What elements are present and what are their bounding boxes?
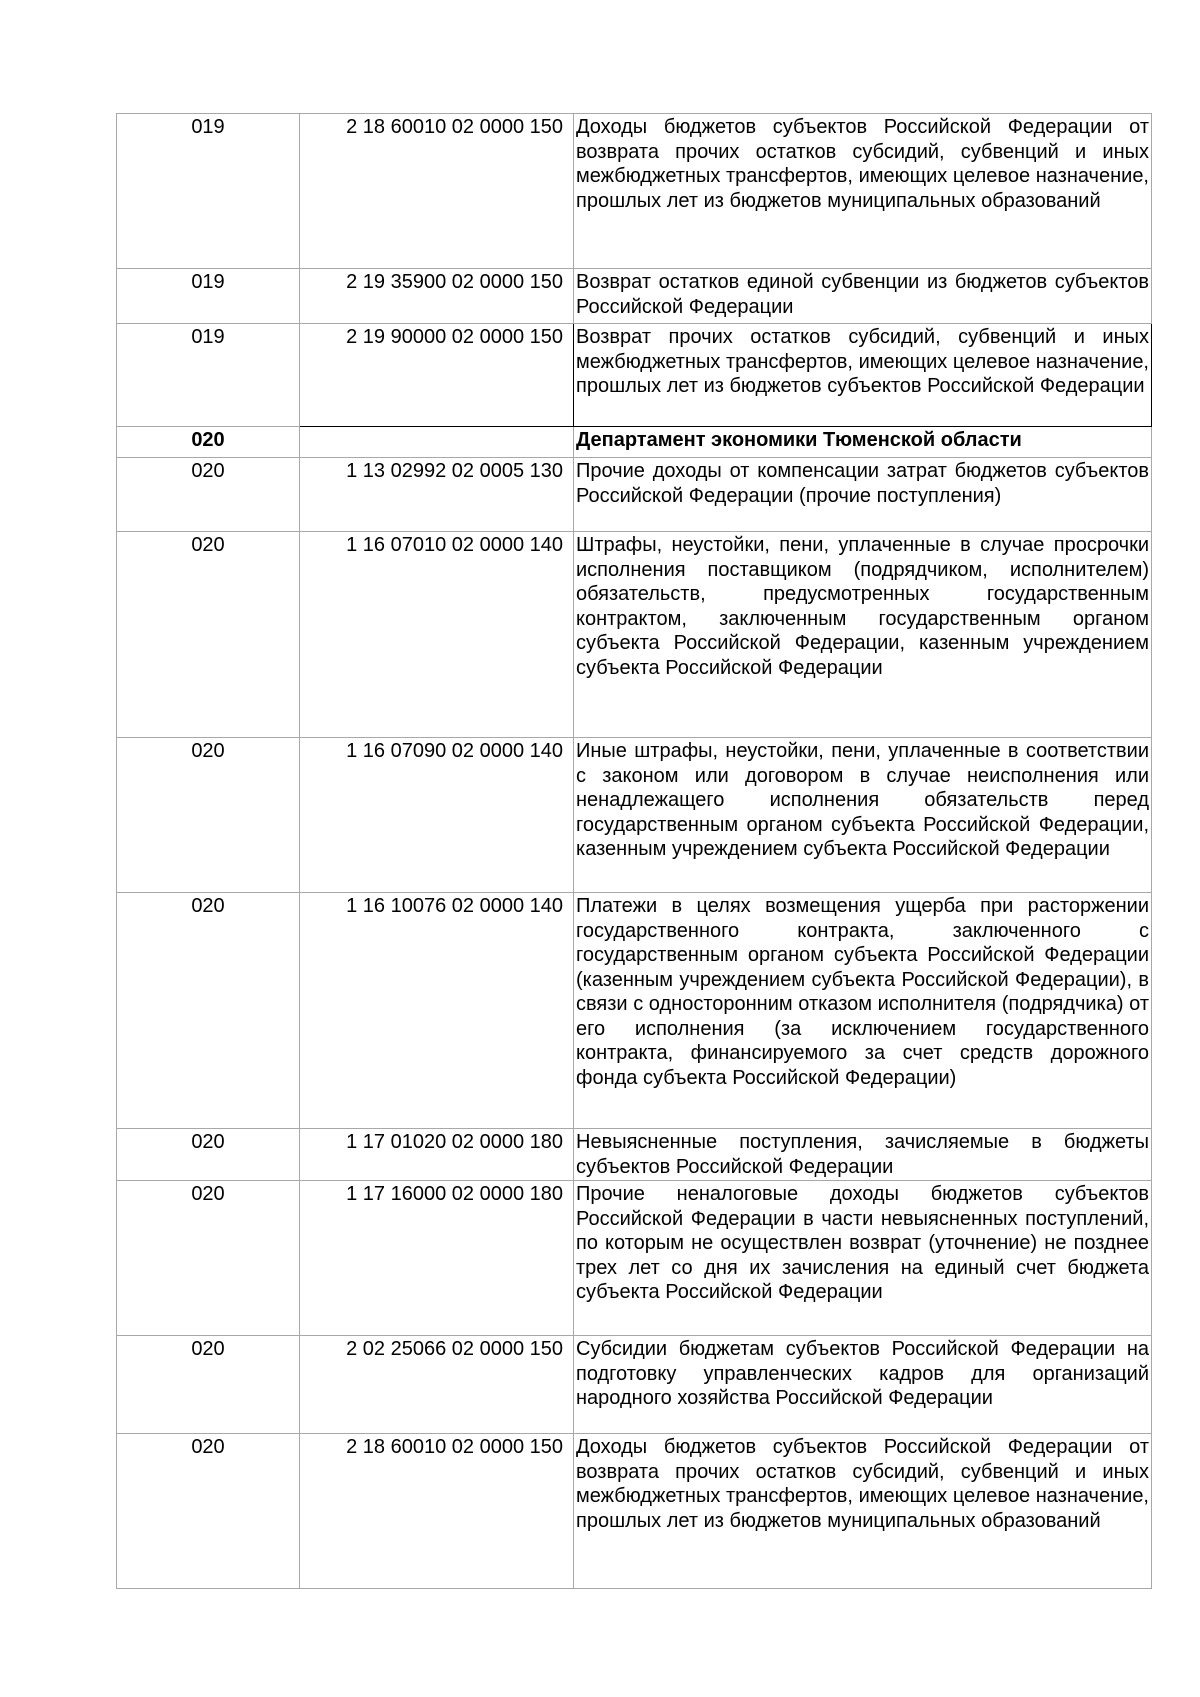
document-page: [116, 113, 1149, 1589]
table-row: [117, 458, 1152, 532]
admin-code-cell: 020: [117, 1181, 300, 1336]
revenue-name-cell: Возврат прочих остатков субсидий, субвенций и иных межбюджетных трансфертов, имеющих целевое назначение, прошлых лет из бюджетов субъектов Российской Федерации: [574, 324, 1152, 427]
revenue-name-cell: Субсидии бюджетам субъектов Российской Федерации на подготовку управленческих кадров для организаций народного хозяйства Российской Федерации: [574, 1336, 1152, 1434]
kbk-code-cell: 2 19 35900 02 0000 150: [300, 269, 574, 324]
kbk-code-cell: 1 13 02992 02 0005 130: [300, 458, 574, 532]
revenue-name-cell: Доходы бюджетов субъектов Российской Федерации от возврата прочих остатков субсидий, субвенций и иных межбюджетных трансфертов, имеющих целевое назначение, прошлых лет из бюджетов муниципальных образований: [574, 114, 1152, 269]
table-row: [117, 1181, 1152, 1336]
table-row: [117, 1336, 1152, 1434]
department-name-cell: Департамент экономики Тюменской области: [574, 427, 1152, 458]
revenue-name-cell: Невыясненные поступления, зачисляемые в бюджеты субъектов Российской Федерации: [574, 1129, 1152, 1181]
kbk-code-cell: 2 18 60010 02 0000 150: [300, 114, 574, 269]
admin-code-cell: 019: [117, 324, 300, 427]
admin-code-cell: 020: [117, 532, 300, 738]
kbk-code-cell: 1 16 07090 02 0000 140: [300, 738, 574, 893]
kbk-code-cell: 1 16 10076 02 0000 140: [300, 893, 574, 1129]
admin-code-cell: 020: [117, 738, 300, 893]
table-row: [117, 269, 1152, 324]
table-row: [117, 1129, 1152, 1181]
kbk-code-cell: 1 17 16000 02 0000 180: [300, 1181, 574, 1336]
kbk-code-cell: [300, 427, 574, 458]
kbk-code-cell: 2 18 60010 02 0000 150: [300, 1434, 574, 1589]
table-row: [117, 1434, 1152, 1589]
table-row: [117, 114, 1152, 269]
table-row: [117, 893, 1152, 1129]
department-code-cell: 020: [117, 427, 300, 458]
table-row: [117, 532, 1152, 738]
revenue-name-cell: Возврат остатков единой субвенции из бюджетов субъектов Российской Федерации: [574, 269, 1152, 324]
revenue-name-cell: Иные штрафы, неустойки, пени, уплаченные в соответствии с законом или договором в случае неисполнения или ненадлежащего исполнения обязательств перед государственным органом субъекта Российской Федерации, казенным учреждением субъекта Российской Федерации: [574, 738, 1152, 893]
admin-code-cell: 019: [117, 114, 300, 269]
kbk-code-cell: 1 16 07010 02 0000 140: [300, 532, 574, 738]
revenue-name-cell: Штрафы, неустойки, пени, уплаченные в случае просрочки исполнения поставщиком (подрядчиком, исполнителем) обязательств, предусмотренных государственным контрактом, заключенным государственным органом субъекта Российской Федерации, казенным учреждением субъекта Российской Федерации: [574, 532, 1152, 738]
admin-code-cell: 020: [117, 1129, 300, 1181]
kbk-code-cell: 2 19 90000 02 0000 150: [300, 324, 574, 427]
table-row: [117, 738, 1152, 893]
admin-code-cell: 020: [117, 893, 300, 1129]
revenue-name-cell: Прочие неналоговые доходы бюджетов субъектов Российской Федерации в части невыясненных поступлений, по которым не осуществлен возврат (уточнение) не позднее трех лет со дня их зачисления на единый счет бюджета субъекта Российской Федерации: [574, 1181, 1152, 1336]
revenue-name-cell: Прочие доходы от компенсации затрат бюджетов субъектов Российской Федерации (прочие поступления): [574, 458, 1152, 532]
kbk-code-cell: 2 02 25066 02 0000 150: [300, 1336, 574, 1434]
revenue-name-cell: Платежи в целях возмещения ущерба при расторжении государственного контракта, заключенного с государственным органом субъекта Российской Федерации (казенным учреждением субъекта Российской Федерации), в связи с односторонним отказом исполнителя (подрядчика) от его исполнения (за исключением государственного контракта, финансируемого за счет средств дорожного фонда субъекта Российской Федерации): [574, 893, 1152, 1129]
admin-code-cell: 020: [117, 1434, 300, 1589]
table-row: [117, 324, 1152, 427]
department-row: [117, 427, 1152, 458]
revenue-codes-table: [116, 113, 1152, 1589]
kbk-code-cell: 1 17 01020 02 0000 180: [300, 1129, 574, 1181]
admin-code-cell: 020: [117, 458, 300, 532]
admin-code-cell: 020: [117, 1336, 300, 1434]
revenue-name-cell: Доходы бюджетов субъектов Российской Федерации от возврата прочих остатков субсидий, субвенций и иных межбюджетных трансфертов, имеющих целевое назначение, прошлых лет из бюджетов муниципальных образований: [574, 1434, 1152, 1589]
admin-code-cell: 019: [117, 269, 300, 324]
